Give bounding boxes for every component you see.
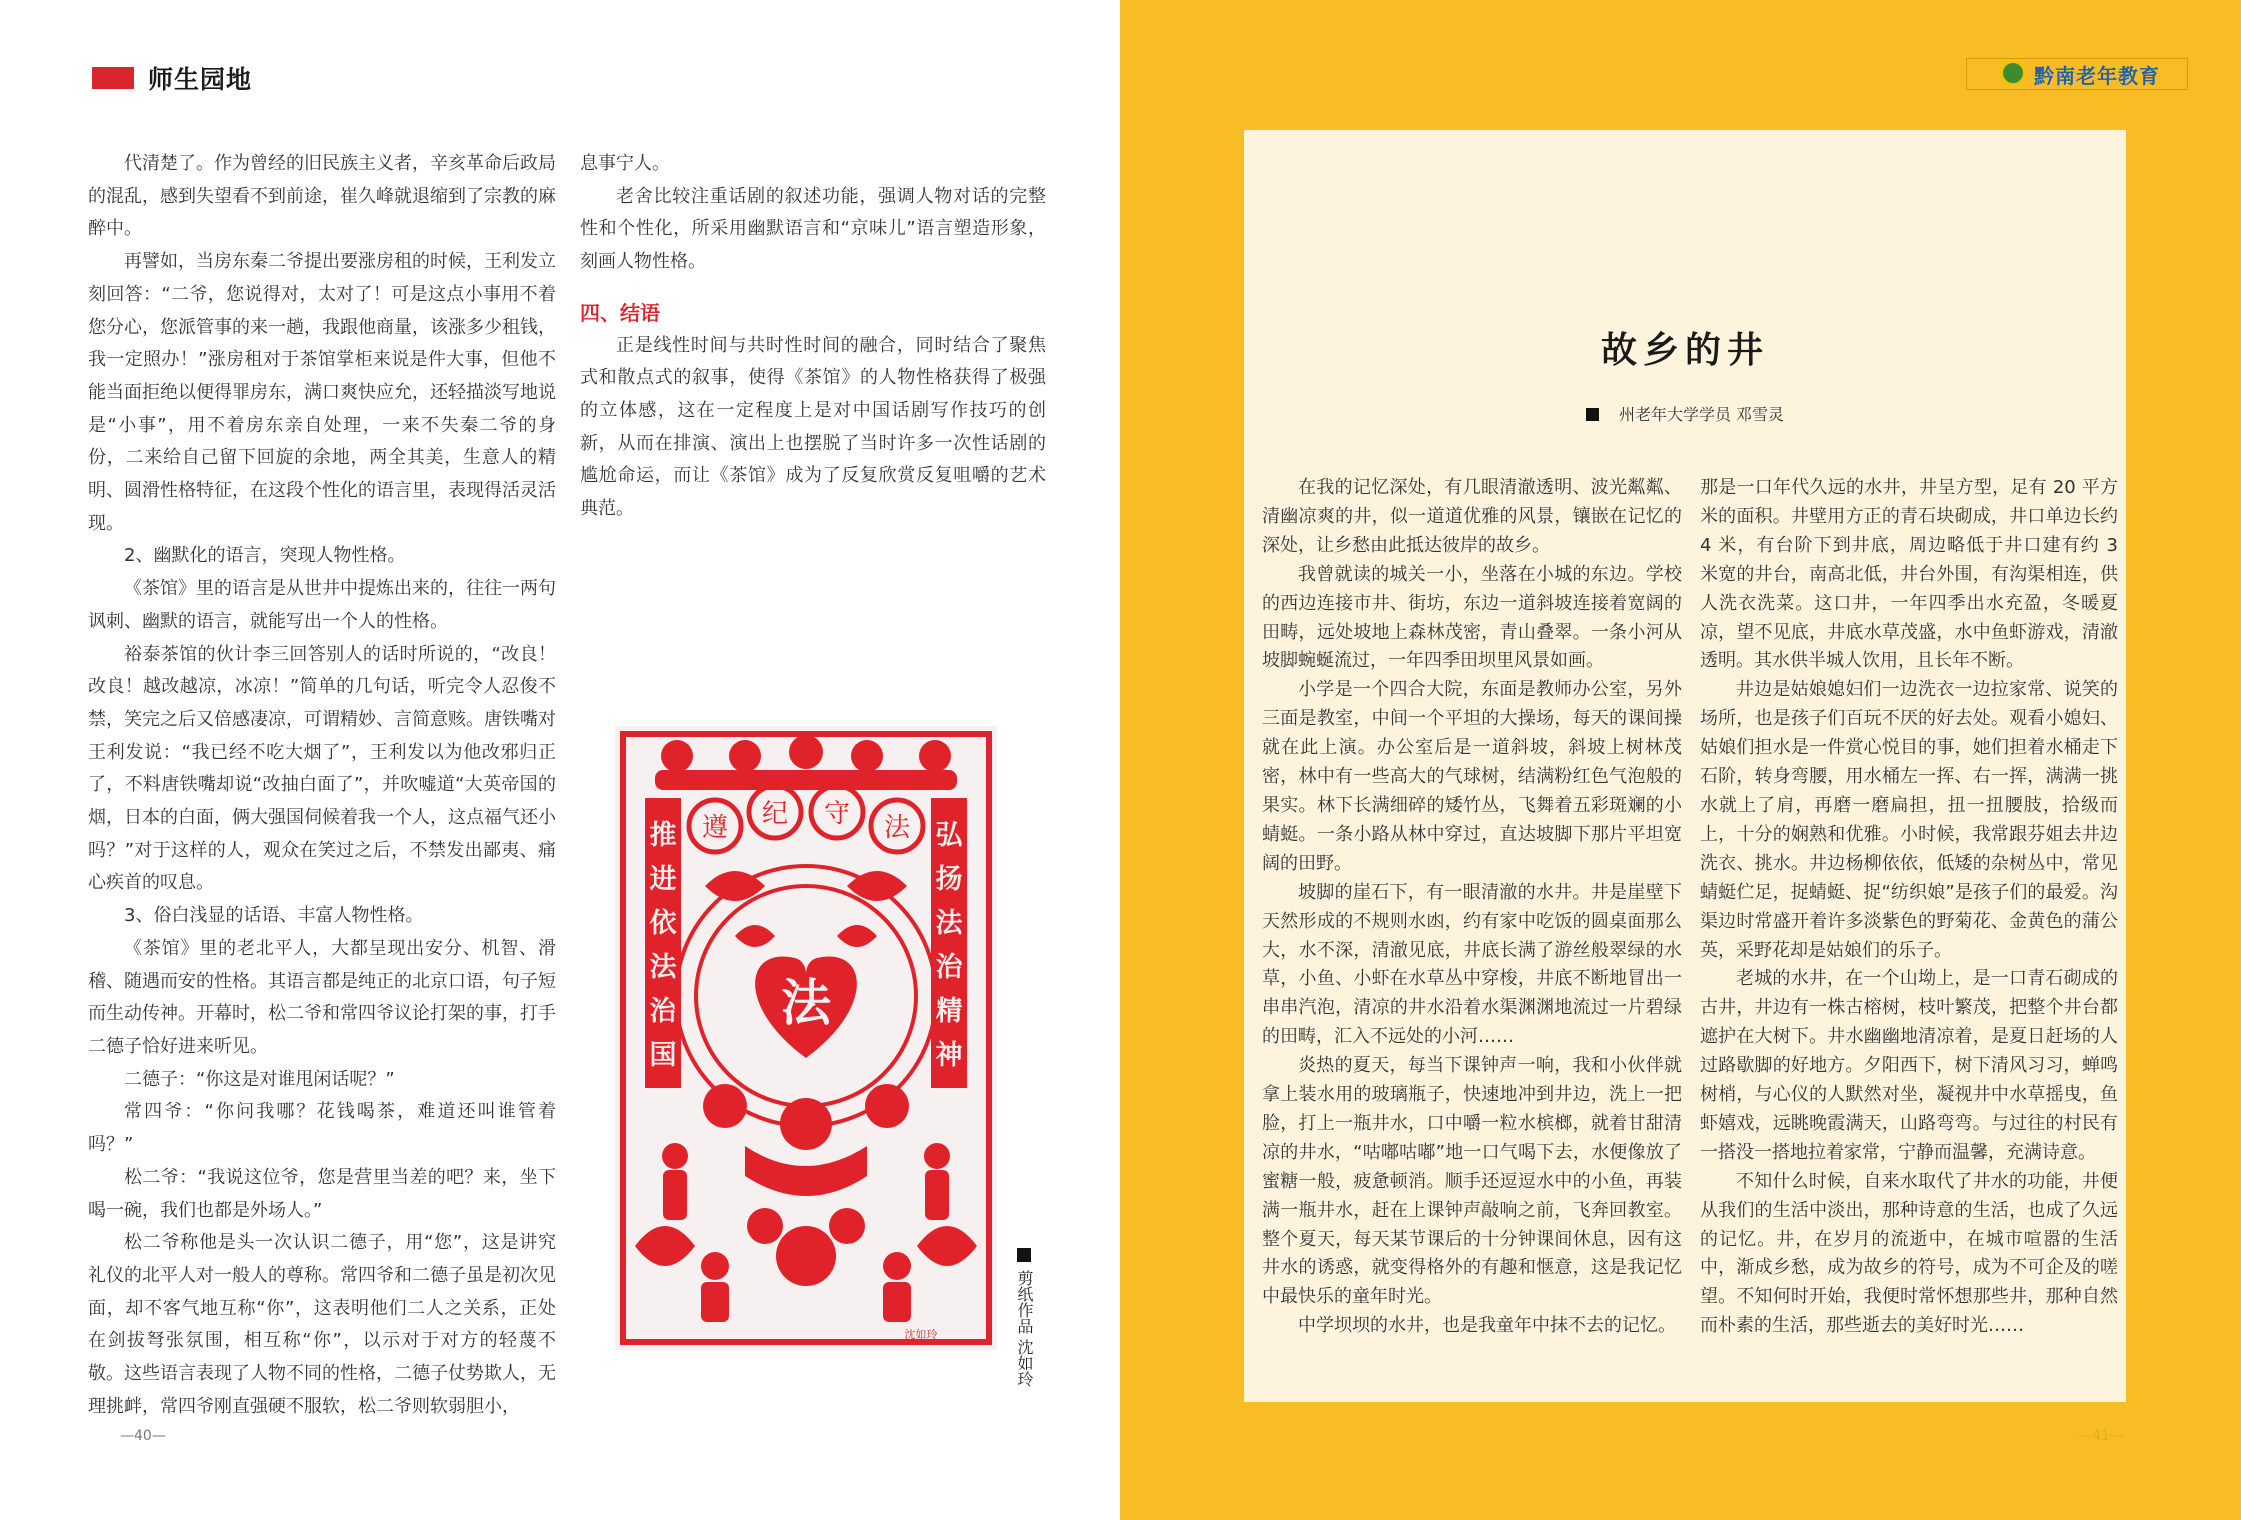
left-column-1 <box>88 148 556 1423</box>
article-byline <box>1244 402 2126 425</box>
paragraph: 《茶馆》里的语言是从世井中提炼出来的，往往一两句讽刺、幽默的语言，就能写出一个人的性格。 <box>88 578 556 632</box>
dialogue-line: 二德子：“你这是对谁甩闲话呢？” <box>124 1068 395 1090</box>
article-panel <box>1244 130 2126 1402</box>
paragraph: 不知什么时候，自来水取代了井水的功能，井便从我们的生活中淡出，那种诗意的生活，也成了久远的记忆。井，在岁月的流逝中，在城市喧嚣的生活中，渐成乡愁，成为故乡的符号，成为不可企及的嗟望。不知何时开始，我便时常怀想那些井，那种自然而朴素的生活，那些逝去的美好时光…… <box>1700 1170 2118 1337</box>
banner-right-char: 弘 <box>935 820 963 851</box>
paragraph: 炎热的夏天，每当下课钟声一响，我和小伙伴就拿上装水用的玻璃瓶子，快速地冲到井边，洗上一把脸，打上一瓶井水，口中嚼一粒水槟榔，就着甘甜清凉的井水，“咕嘟咕嘟”地一口气喝下去，水便像放了蜜糖一般，疲惫顿消。顺手还逗逗水中的小鱼，再装满一瓶井水，赶在上课钟声敲响之前，飞奔回教室。整个夏天，每天某节课后的十分钟课间休息，因有这井水的诱惑，就变得格外的有趣和惬意，这是我记忆中最快乐的童年时光。 <box>1262 1055 1682 1308</box>
section-marker-bar <box>92 67 134 89</box>
section-title: 师生园地 <box>148 65 253 94</box>
banner-right-char: 扬 <box>935 864 963 895</box>
paragraph: 代清楚了。作为曾经的旧民族主义者，辛亥革命后政局的混乱，感到失望看不到前途，崔久峰就退缩到了宗教的麻醉中。 <box>88 153 556 240</box>
dialogue-line: 常四爷：“你问我哪？花钱喝茶，难道还叫谁管着吗？” <box>88 1101 556 1156</box>
paragraph: 小学是一个四合大院，东面是教师办公室，另外三面是教室，中间一个平坦的大操场，每天的课间操就在此上演。办公室后是一道斜坡，斜坡上树林茂密，林中有一些高大的气球树，结满粉红色气泡般的果实。林下长满细碎的矮竹丛，飞舞着五彩斑斓的小蜻蜓。一条小路从林中穿过，直达坡脚下那片平坦宽阔的田野。 <box>1262 679 1682 874</box>
banner-left-char: 国 <box>649 1040 677 1071</box>
paragraph: 《茶馆》里的老北平人，大都呈现出安分、机智、滑稽、随遇而安的性格。其语言都是纯正的北京口语，句子短而生动传神。开幕时，松二爷和常四爷议论打架的事，打手二德子恰好进来听见。 <box>88 937 556 1057</box>
circle-char: 法 <box>883 813 911 843</box>
left-page <box>0 0 1120 1520</box>
banner-left-char: 法 <box>649 952 677 983</box>
paragraph: 在我的记忆深处，有几眼清澈透明、波光粼粼、清幽凉爽的井，似一道道优雅的风景，镶嵌在记忆的深处，让乡愁由此抵达彼岸的故乡。 <box>1262 477 1682 556</box>
article-column-2 <box>1700 474 2118 1341</box>
paragraph: 我曾就读的城关一小，坐落在小城的东边。学校的西边连接市井、街坊，东边一道斜坡连接着宽阔的田畴，远处坡地上森林茂密，青山叠翠。一条小河从坡脚蜿蜒流过，一年四季田坝里风景如画。 <box>1262 563 1682 672</box>
caption-text: 剪纸作品 沈如玲 <box>1015 1270 1034 1388</box>
paragraph: 老城的水井，在一个山坳上，是一口青石砌成的古井，井边有一株古榕树，枝叶繁茂，把整个井台都遮护在大树下。井水幽幽地清凉着，是夏日赶场的人过路歇脚的好地方。夕阳西下，树下清风习习，蝉鸣树梢，与心仪的人默然对坐，凝视井中水草摇曳，鱼虾嬉戏，远眺晚霞满天，山路弯弯。与过往的村民有一搭没一搭地拉着家常，宁静而温馨，充满诗意。 <box>1700 968 2118 1163</box>
banner-right-char: 法 <box>935 908 963 939</box>
left-column-2 <box>580 148 1046 526</box>
paragraph: 裕泰茶馆的伙计李三回答别人的话时所说的，“改良！改良！越改越凉，冰凉！”简单的几句话，听完令人忍俊不禁，笑完之后又倍感凄凉，可谓精妙、言简意赅。唐铁嘴对王利发说：“我已经不吃大烟了”，王利发以为他改邪归正了，不料唐铁嘴却说“改抽白面了”，并吹嘘道“大英帝国的烟，日本的白面，俩大强国伺候着我一个人，这点福气还小吗？”对于这样的人，观众在笑过之后，不禁发出鄙夷、痛心疾首的叹息。 <box>88 643 556 894</box>
article-title: 故乡的井 <box>1600 330 1769 371</box>
page-number-left: —40— <box>120 1428 166 1444</box>
byline-square-icon <box>1586 408 1599 421</box>
image-caption <box>1014 1248 1038 1387</box>
circle-char: 遵 <box>701 813 729 843</box>
dialogue-line: 松二爷：“我说这位爷，您是营里当差的吧？来，坐下喝一碗，我们也都是外场人。” <box>88 1166 556 1221</box>
logo-emblem-icon <box>2000 60 2026 86</box>
banner-left-char: 依 <box>649 908 677 939</box>
magazine-logo-text: 黔南老年教育 <box>2034 64 2160 88</box>
paragraph: 中学坝坝的水井，也是我童年中抹不去的记忆。 <box>1298 1315 1676 1337</box>
heart-char: 法 <box>781 974 831 1032</box>
paragraph: 正是线性时间与共时性时间的融合，同时结合了聚焦式和散点式的叙事，使得《茶馆》的人物性格获得了极强的立体感，这在一定程度上是对中国话剧写作技巧的创新，从而在排演、演出上也摆脱了当时许多一次性话剧的尴尬命运，而让《茶馆》成为了反复欣赏反复咀嚼的艺术典范。 <box>580 334 1046 520</box>
papercut-artwork <box>615 726 997 1350</box>
paragraph: 井边是姑娘媳妇们一边洗衣一边拉家常、说笑的场所，也是孩子们百玩不厌的好去处。观看小媳妇、姑娘们担水是一件赏心悦目的事，她们担着水桶走下石阶，转身弯腰，用水桶左一挥、右一挥，满满一挑水就上了肩，再磨一磨扁担，扭一扭腰肢，拾级而上，十分的娴熟和优雅。小时候，我常跟芬姐去井边洗衣、挑水。井边杨柳依依，低矮的杂树丛中，常见蜻蜓伫足，捉蜻蜓、捉“纺织娘”是孩子们的最爱。沟渠边时常盛开着许多淡紫色的野菊花、金黄色的蒲公英，采野花却是姑娘们的乐子。 <box>1700 679 2118 961</box>
subheading: 3、俗白浅显的话语、丰富人物性格。 <box>124 905 424 927</box>
subheading: 2、幽默化的语言，突现人物性格。 <box>124 545 406 567</box>
caption-square-icon <box>1017 1248 1031 1262</box>
article-column-1 <box>1262 474 1682 1341</box>
circle-char: 守 <box>823 799 851 829</box>
byline-text: 州老年大学学员 邓雪灵 <box>1618 405 1785 424</box>
paragraph: 坡脚的崖石下，有一眼清澈的水井。井是崖壁下天然形成的不规则水凼，约有家中吃饭的圆桌面那么大，水不深，清澈见底，井底长满了游丝般翠绿的水草，小鱼、小虾在水草丛中穿梭，井底不断地冒出一串串汽泡，清凉的井水沿着水渠渊渊地流过一片碧绿的田畴，汇入不远处的小河…… <box>1262 881 1682 1048</box>
banner-left-char: 治 <box>649 996 677 1027</box>
paragraph: 松二爷称他是头一次认识二德子，用“您”，这是讲究礼仪的北平人对一般人的尊称。常四爷和二德子虽是初次见面，却不客气地互称“你”，这表明他们二人之关系，正处在剑拔弩张氛围，相互称“你”，以示对于对方的轻蔑不敬。这些语言表现了人物不同的性格，二德子仗势欺人，无理挑衅，常四爷刚直强硬不服软，松二爷则软弱胆小， <box>88 1232 556 1417</box>
page-number-right: —41— <box>2078 1428 2124 1444</box>
banner-left-char: 推 <box>649 820 677 851</box>
conclusion-heading: 四、结语 <box>580 300 660 325</box>
banner-right-char: 精 <box>935 996 963 1027</box>
papercut-signature: 沈如玲 <box>904 1328 938 1341</box>
paragraph: 息事宁人。 <box>580 153 670 174</box>
paragraph: 再譬如，当房东秦二爷提出要涨房租的时候，王利发立刻回答：“二爷，您说得对，太对了！可是这点小事用不着您分心，您派管事的来一趟，我跟他商量，该涨多少租钱，我一定照办！”涨房租对于茶馆掌柜来说是件大事，但他不能当面拒绝以便得罪房东，满口爽快应允，还轻描淡写地说是“小事”，用不着房东亲自处理，一来不失秦二爷的身份，二来给自己留下回旋的余地，两全其美，生意人的精明、圆滑性格特征，在这段个性化的语言里，表现得活灵活现。 <box>88 251 556 534</box>
paragraph: 老舍比较注重话剧的叙述功能，强调人物对话的完整性和个性化，所采用幽默语言和“京味儿”语言塑造形象，刻画人物性格。 <box>580 185 1046 273</box>
papercut-image <box>615 726 997 1350</box>
banner-left-char: 进 <box>649 864 677 895</box>
banner-right-char: 神 <box>935 1040 963 1071</box>
paragraph: 那是一口年代久远的水井，井呈方型，足有 20 平方米的面积。井壁用方正的青石块砌成，井口单边长约 4 米，有台阶下到井底，周边略低于井口建有约 3 米宽的井台，南高北低，井台外围，有沟渠相连，供人洗衣洗菜。这口井，一年四季出水充盈，冬暖夏凉，望不见底，井底水草茂盛，水中鱼虾游戏，清澈透明。其水供半城人饮用，且长年不断。 <box>1700 477 2118 672</box>
circle-char: 纪 <box>761 799 789 829</box>
banner-right-char: 治 <box>935 952 963 983</box>
